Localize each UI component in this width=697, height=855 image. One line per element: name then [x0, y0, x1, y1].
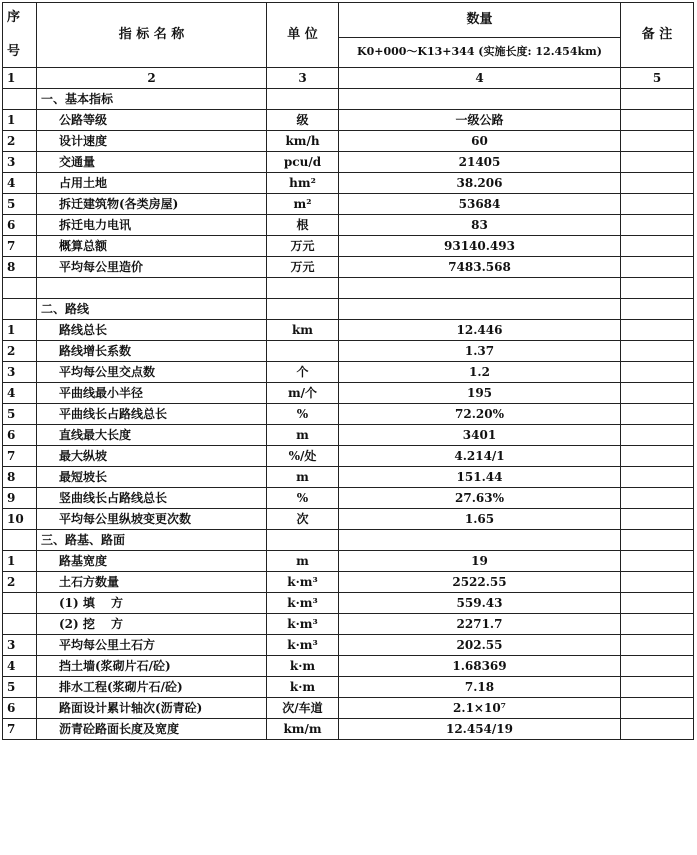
row-seq: 2 — [3, 341, 37, 362]
row-unit: k·m³ — [267, 572, 339, 593]
row-seq — [3, 614, 37, 635]
row-qty: 1.65 — [339, 509, 621, 530]
row-qty: 27.63% — [339, 488, 621, 509]
row-seq: 6 — [3, 425, 37, 446]
row-unit: 次 — [267, 509, 339, 530]
row-unit: 万元 — [267, 236, 339, 257]
table-row — [3, 257, 694, 278]
row-seq: 6 — [3, 698, 37, 719]
row-name: 路线总长 — [37, 320, 267, 341]
row-seq: 5 — [3, 404, 37, 425]
row-remark — [621, 257, 694, 278]
row-remark — [621, 698, 694, 719]
row-unit: pcu/d — [267, 152, 339, 173]
row-seq: 3 — [3, 152, 37, 173]
qty-header: 数量 — [339, 3, 621, 38]
row-name: 土石方数量 — [37, 572, 267, 593]
row-unit: m² — [267, 194, 339, 215]
row-name: 概算总额 — [37, 236, 267, 257]
row-unit: m — [267, 467, 339, 488]
row-remark — [621, 320, 694, 341]
row-remark — [621, 677, 694, 698]
section-seq-cell — [3, 530, 37, 551]
row-remark — [621, 404, 694, 425]
row-name: 公路等级 — [37, 110, 267, 131]
row-seq: 3 — [3, 635, 37, 656]
row-remark — [621, 131, 694, 152]
blank-unit — [267, 278, 339, 299]
row-seq: 4 — [3, 173, 37, 194]
row-qty: 1.2 — [339, 362, 621, 383]
row-seq: 7 — [3, 446, 37, 467]
section-unit-cell — [267, 530, 339, 551]
blank-row — [3, 278, 694, 299]
row-qty: 2.1×10⁷ — [339, 698, 621, 719]
row-unit: hm² — [267, 173, 339, 194]
row-remark — [621, 110, 694, 131]
row-name: (2) 挖 方 — [37, 614, 267, 635]
row-remark — [621, 572, 694, 593]
row-name: 占用土地 — [37, 173, 267, 194]
row-unit: %/处 — [267, 446, 339, 467]
name-header: 指 标 名 称 — [37, 3, 267, 68]
row-qty: 195 — [339, 383, 621, 404]
colnum-2: 2 — [37, 68, 267, 89]
table-row — [3, 236, 694, 257]
row-qty: 7.18 — [339, 677, 621, 698]
blank-seq — [3, 278, 37, 299]
row-qty: 3401 — [339, 425, 621, 446]
row-qty: 93140.493 — [339, 236, 621, 257]
row-qty: 12.446 — [339, 320, 621, 341]
table-row — [3, 656, 694, 677]
colnum-1: 1 — [3, 68, 37, 89]
row-unit: % — [267, 404, 339, 425]
table-row — [3, 593, 694, 614]
table-row — [3, 698, 694, 719]
section-remark-cell — [621, 89, 694, 110]
row-remark — [621, 656, 694, 677]
row-unit: km/h — [267, 131, 339, 152]
row-name: 平均每公里纵坡变更次数 — [37, 509, 267, 530]
row-seq: 6 — [3, 215, 37, 236]
row-name: 拆迁建筑物(各类房屋) — [37, 194, 267, 215]
row-unit: k·m — [267, 677, 339, 698]
row-unit: m — [267, 425, 339, 446]
row-remark — [621, 446, 694, 467]
row-remark — [621, 341, 694, 362]
row-name: 平均每公里交点数 — [37, 362, 267, 383]
table-row — [3, 404, 694, 425]
qty-subheader: K0+000～K13+344 (实施长度: 12.454km) — [339, 37, 621, 67]
row-unit: 个 — [267, 362, 339, 383]
row-remark — [621, 173, 694, 194]
row-name: 平曲线最小半径 — [37, 383, 267, 404]
row-qty: 1.68369 — [339, 656, 621, 677]
row-seq: 5 — [3, 194, 37, 215]
row-seq: 3 — [3, 362, 37, 383]
section-remark-cell — [621, 299, 694, 320]
row-name: 直线最大长度 — [37, 425, 267, 446]
section-unit-cell — [267, 299, 339, 320]
row-seq: 5 — [3, 677, 37, 698]
row-name: 路面设计累计轴次(沥青砼) — [37, 698, 267, 719]
table-row — [3, 509, 694, 530]
row-qty: 21405 — [339, 152, 621, 173]
row-remark — [621, 152, 694, 173]
row-remark — [621, 551, 694, 572]
row-name: (1) 填 方 — [37, 593, 267, 614]
row-name: 平曲线长占路线总长 — [37, 404, 267, 425]
row-remark — [621, 488, 694, 509]
row-qty: 4.214/1 — [339, 446, 621, 467]
section-header-row — [3, 89, 694, 110]
row-seq: 8 — [3, 467, 37, 488]
row-unit: 根 — [267, 215, 339, 236]
table-row — [3, 383, 694, 404]
table-row — [3, 572, 694, 593]
row-name: 沥青砼路面长度及宽度 — [37, 719, 267, 740]
row-unit: k·m³ — [267, 614, 339, 635]
row-qty: 19 — [339, 551, 621, 572]
row-qty: 38.206 — [339, 173, 621, 194]
table-row — [3, 362, 694, 383]
row-unit: m — [267, 551, 339, 572]
row-remark — [621, 362, 694, 383]
row-name: 平均每公里造价 — [37, 257, 267, 278]
row-qty: 151.44 — [339, 467, 621, 488]
row-name: 路线增长系数 — [37, 341, 267, 362]
row-remark — [621, 215, 694, 236]
row-seq: 2 — [3, 572, 37, 593]
row-unit: km/m — [267, 719, 339, 740]
row-name: 交通量 — [37, 152, 267, 173]
row-qty: 一级公路 — [339, 110, 621, 131]
row-qty: 53684 — [339, 194, 621, 215]
section-qty-cell — [339, 89, 621, 110]
section-qty-cell — [339, 530, 621, 551]
row-remark — [621, 614, 694, 635]
row-seq: 1 — [3, 110, 37, 131]
row-unit: % — [267, 488, 339, 509]
blank-name — [37, 278, 267, 299]
row-seq: 7 — [3, 719, 37, 740]
row-remark — [621, 467, 694, 488]
row-unit: km — [267, 320, 339, 341]
section-remark-cell — [621, 530, 694, 551]
section-title: 三、路基、路面 — [37, 530, 267, 551]
seq-header — [3, 3, 37, 68]
row-name: 最短坡长 — [37, 467, 267, 488]
row-seq: 7 — [3, 236, 37, 257]
blank-remark — [621, 278, 694, 299]
row-qty: 2522.55 — [339, 572, 621, 593]
row-unit: 万元 — [267, 257, 339, 278]
row-seq: 1 — [3, 320, 37, 341]
table-row — [3, 152, 694, 173]
section-seq-cell — [3, 299, 37, 320]
row-name: 排水工程(浆砌片石/砼) — [37, 677, 267, 698]
row-name: 平均每公里土石方 — [37, 635, 267, 656]
row-unit: k·m³ — [267, 635, 339, 656]
row-qty: 7483.568 — [339, 257, 621, 278]
row-remark — [621, 509, 694, 530]
row-name: 设计速度 — [37, 131, 267, 152]
row-seq: 4 — [3, 656, 37, 677]
indicator-table — [2, 2, 694, 740]
section-header-row — [3, 530, 694, 551]
row-qty: 1.37 — [339, 341, 621, 362]
row-name: 最大纵坡 — [37, 446, 267, 467]
table-row — [3, 341, 694, 362]
row-seq: 1 — [3, 551, 37, 572]
table-row — [3, 425, 694, 446]
row-seq: 4 — [3, 383, 37, 404]
section-qty-cell — [339, 299, 621, 320]
table-row — [3, 110, 694, 131]
row-remark — [621, 236, 694, 257]
colnum-4: 4 — [339, 68, 621, 89]
seq-header-bottom: 号 — [7, 44, 21, 59]
row-seq: 8 — [3, 257, 37, 278]
section-title: 一、基本指标 — [37, 89, 267, 110]
row-remark — [621, 719, 694, 740]
section-unit-cell — [267, 89, 339, 110]
table-row — [3, 131, 694, 152]
section-seq-cell — [3, 89, 37, 110]
table-row — [3, 719, 694, 740]
row-qty: 83 — [339, 215, 621, 236]
blank-qty — [339, 278, 621, 299]
row-qty: 12.454/19 — [339, 719, 621, 740]
row-qty: 72.20% — [339, 404, 621, 425]
row-unit: m/个 — [267, 383, 339, 404]
table-row — [3, 635, 694, 656]
row-remark — [621, 635, 694, 656]
section-header-row — [3, 299, 694, 320]
row-seq: 10 — [3, 509, 37, 530]
table-row — [3, 467, 694, 488]
row-name: 拆迁电力电讯 — [37, 215, 267, 236]
row-qty: 60 — [339, 131, 621, 152]
row-unit — [267, 341, 339, 362]
row-unit: 次/车道 — [267, 698, 339, 719]
colnum-5: 5 — [621, 68, 694, 89]
table-row — [3, 677, 694, 698]
row-name: 挡土墙(浆砌片石/砼) — [37, 656, 267, 677]
row-unit: k·m — [267, 656, 339, 677]
table-row — [3, 446, 694, 467]
row-qty: 559.43 — [339, 593, 621, 614]
row-name: 竖曲线长占路线总长 — [37, 488, 267, 509]
colnum-3: 3 — [267, 68, 339, 89]
table-row — [3, 215, 694, 236]
row-remark — [621, 194, 694, 215]
row-remark — [621, 425, 694, 446]
table-row — [3, 194, 694, 215]
unit-header: 单 位 — [267, 3, 339, 68]
row-name: 路基宽度 — [37, 551, 267, 572]
row-remark — [621, 593, 694, 614]
table-row — [3, 320, 694, 341]
table-row — [3, 173, 694, 194]
row-seq — [3, 593, 37, 614]
table-row — [3, 488, 694, 509]
row-remark — [621, 383, 694, 404]
row-seq: 2 — [3, 131, 37, 152]
row-seq: 9 — [3, 488, 37, 509]
table-row — [3, 551, 694, 572]
row-unit: k·m³ — [267, 593, 339, 614]
remark-header: 备 注 — [621, 3, 694, 68]
row-qty: 2271.7 — [339, 614, 621, 635]
row-qty: 202.55 — [339, 635, 621, 656]
table-row — [3, 614, 694, 635]
section-title: 二、路线 — [37, 299, 267, 320]
seq-header-top: 序 — [7, 10, 21, 25]
row-unit: 级 — [267, 110, 339, 131]
